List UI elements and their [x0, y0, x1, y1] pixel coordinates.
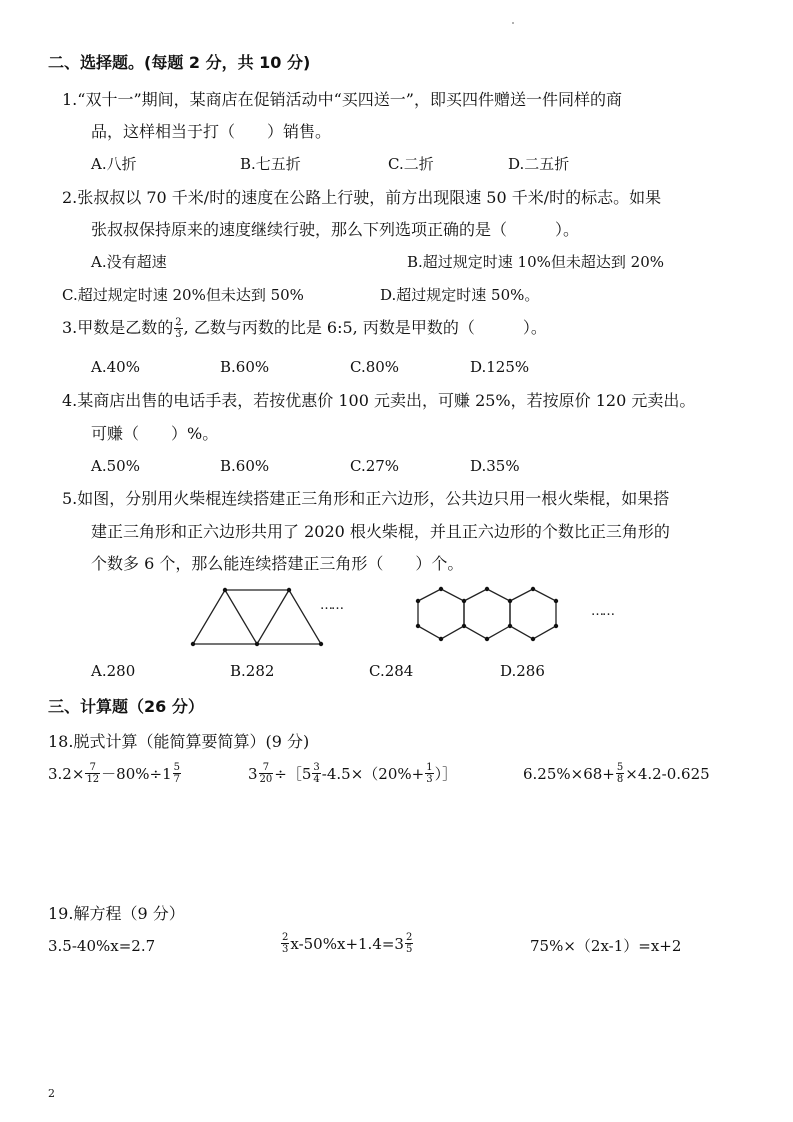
q3-option-c: C.80%: [350, 358, 400, 376]
q5-option-b: B.282: [230, 662, 275, 680]
q5-line1: 5.如图，分别用火柴棍连续搭建正三角形和正六边形，公共边只用一根火柴棍，如果搭: [62, 489, 670, 508]
q2-line2: 张叔叔保持原来的速度继续行驶，那么下列选项正确的是（ ）。: [91, 220, 580, 239]
q3-option-a: A.40%: [91, 358, 140, 376]
hexagon-ellipsis: ……: [591, 604, 613, 619]
fraction: $\frac{1}{3}$: [426, 762, 433, 785]
q19-equation-2: $\frac{2}{3}$ x-50%x+1.4=3 $\frac{2}{5}$: [282, 932, 413, 955]
q4-option-b: B.60%: [220, 457, 270, 475]
q2-option-c: C.超过规定时速 20%但未达到 50%: [62, 286, 304, 304]
q19-equation-3: 75%×（2x-1）=x+2: [530, 937, 682, 955]
section-title-choice: 二、选择题。(每题 2 分，共 10 分): [48, 53, 311, 72]
q3-option-b: B.60%: [220, 358, 270, 376]
q5-option-d: D.286: [500, 662, 545, 680]
q4-option-d: D.35%: [470, 457, 520, 475]
fraction: $\frac{5}{8}$: [616, 762, 624, 785]
q3-stem-post: , 乙数与丙数的比是 6:5, 丙数是甲数的（ ）。: [183, 318, 547, 337]
q18-title: 18.脱式计算（能简算要简算）(9 分): [48, 732, 310, 751]
q1-option-d: D.二五折: [508, 155, 570, 173]
fraction: $\frac{2}{3}$: [282, 932, 289, 955]
q1-line2: 品，这样相当于打（ ）销售。: [91, 122, 332, 141]
matchstick-figures: [185, 583, 635, 653]
q1-line1: 1.“双十一”期间，某商店在促销活动中“买四送一”，即买四件赠送一件同样的商: [62, 90, 622, 109]
q2-line1: 2.张叔叔以 70 千米/时的速度在公路上行驶，前方出现限速 50 千米/时的标志。如果: [62, 188, 662, 207]
q18-expression-1: 3.2× $\frac{7}{12}$ －80%÷1 $\frac{5}{7}$: [48, 762, 180, 785]
q2-option-d: D.超过规定时速 50%。: [380, 286, 540, 304]
fraction: $\frac{5}{7}$: [173, 762, 180, 785]
q2-option-a: A.没有超速: [91, 253, 167, 271]
q3-stem: [62, 317, 547, 340]
q5-line3: 个数多 6 个，那么能连续搭建正三角形（ ）个。: [91, 554, 464, 573]
triangle-ellipsis: ……: [320, 598, 342, 613]
q4-line1: 4.某商店出售的电话手表，若按优惠价 100 元卖出，可赚 25%，若按原价 120 元卖出。: [62, 391, 696, 410]
q1-option-a: A.八折: [91, 155, 137, 173]
page-number: 2: [48, 1087, 55, 1100]
fraction: $\frac{7}{12}$: [86, 762, 100, 785]
hexagon-chain-dots: [416, 587, 558, 641]
q3-option-d: D.125%: [470, 358, 530, 376]
q4-line2: 可赚（ ）%。: [91, 424, 219, 443]
q5-line2: 建正三角形和正六边形共用了 2020 根火柴棍，并且正六边形的个数比正三角形的: [91, 522, 670, 541]
q4-option-a: A.50%: [91, 457, 140, 475]
q19-equation-1: 3.5-40%x=2.7: [48, 937, 156, 955]
q1-option-c: C.二折: [388, 155, 434, 173]
section-title-calculation: 三、计算题（26 分）: [48, 697, 204, 716]
triangle-chain-figure: [193, 590, 321, 644]
q1-option-b: B.七五折: [240, 155, 301, 173]
q3-fraction: $\frac{2}{3}$: [175, 317, 182, 340]
hexagon-chain-figure: [418, 589, 556, 639]
fraction: $\frac{2}{5}$: [405, 932, 413, 955]
q18-expression-3: 6.25%×68+ $\frac{5}{8}$ ×4.2-0.625: [523, 762, 710, 785]
q18-expression-2: 3 $\frac{7}{20}$ ÷［5 $\frac{3}{4}$ -4.5×（20%+ $\frac{1}{3}$ ）］: [248, 762, 458, 785]
q5-option-c: C.284: [369, 662, 414, 680]
q5-option-a: A.280: [91, 662, 136, 680]
q19-title: 19.解方程（9 分）: [48, 904, 185, 923]
q2-option-b: B.超过规定时速 10%但未超达到 20%: [407, 253, 665, 271]
q3-stem-pre: 3.甲数是乙数的: [62, 318, 174, 337]
q4-option-c: C.27%: [350, 457, 400, 475]
fraction: $\frac{7}{20}$: [259, 762, 273, 785]
triangle-chain-dots: [191, 588, 323, 646]
scan-speck: [512, 22, 514, 24]
fraction: $\frac{3}{4}$: [313, 762, 320, 785]
